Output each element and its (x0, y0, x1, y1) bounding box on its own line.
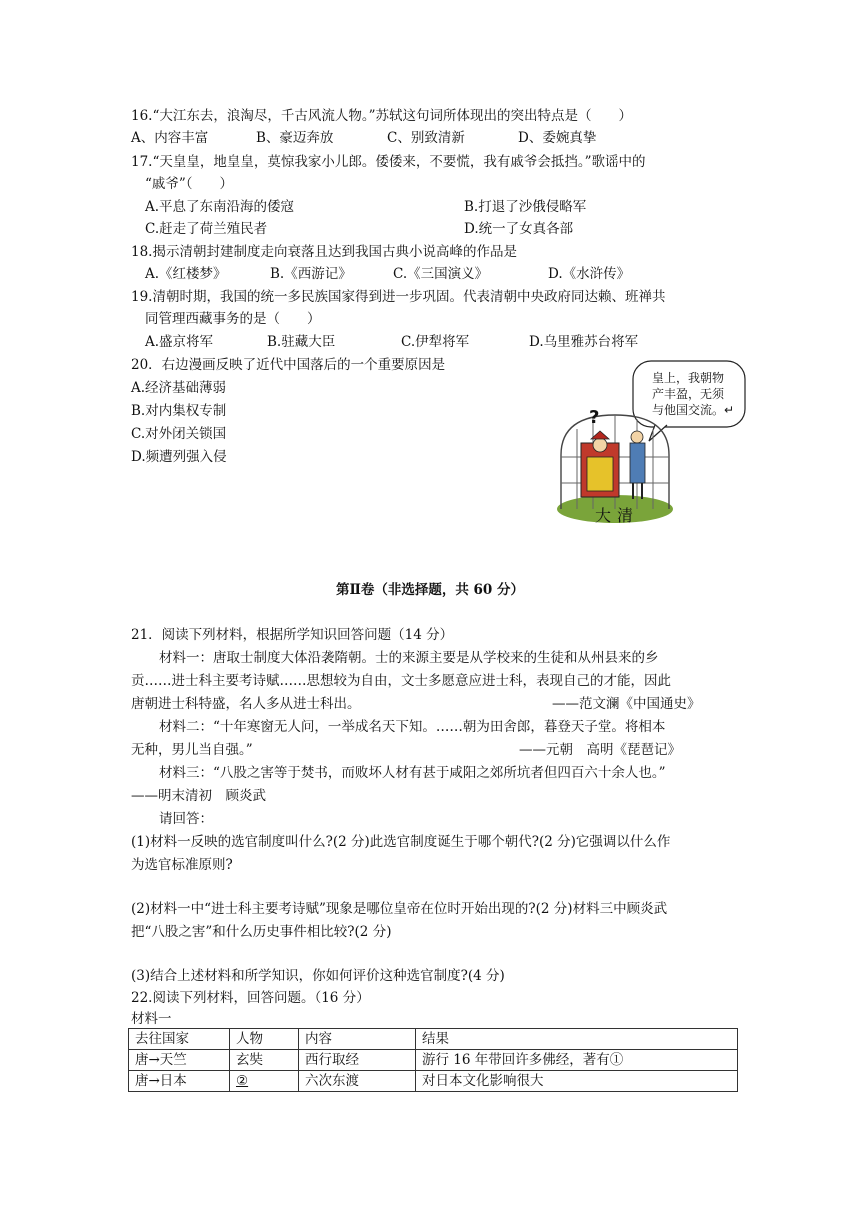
q17-option-d: D.统一了女真各部 (464, 221, 574, 237)
q21-material3-line2: ——明末清初 顾炎武 (131, 788, 266, 804)
q21-ask: 请回答： (159, 811, 213, 827)
q22-table (128, 1028, 738, 1092)
q21-material1-line2: 贡……进士科主要考诗赋……思想较为自由，文士多愿意应进士科，表现自己的才能，因此 (131, 673, 671, 689)
cartoon-label: 大清 (595, 506, 640, 525)
q18-option-a: A.《红楼梦》 (145, 266, 227, 282)
table-header-cell: 人物 (230, 1029, 299, 1050)
q21-stem: 21．阅读下列材料，根据所学知识回答问题（14 分） (131, 627, 454, 643)
cartoon-drawing (555, 357, 755, 532)
q21-part1-line1: (1)材料一反映的选官制度叫什么?(2 分)此选官制度诞生于哪个朝代?(2 分)它强调以什么作 (131, 834, 671, 850)
question-mark: ? (589, 407, 600, 428)
q21-material1-line1: 材料一：唐取士制度大体沿袭隋朝。士的来源主要是从学校来的生徒和从州县来的乡 (159, 650, 659, 666)
q20-stem: 20．右边漫画反映了近代中国落后的一个重要原因是 (131, 357, 446, 373)
q19-stem-1: 19.清朝时期，我国的统一多民族国家得到进一步巩固。代表清朝中央政府同达赖、班禅共 (131, 289, 666, 305)
table-header-cell: 内容 (299, 1029, 416, 1050)
q21-material2-line2: 无种，男儿当自强。” (131, 742, 253, 758)
q17-stem-2: “戚爷”（ ） (145, 176, 234, 192)
q20-option-c: C.对外闭关锁国 (131, 426, 227, 442)
q18-option-c: C.《三国演义》 (393, 266, 489, 282)
speech-line-3: 与他国交流。↵ (652, 403, 735, 417)
q16-option-b: B、豪迈奔放 (256, 130, 334, 146)
q20-option-a: A.经济基础薄弱 (131, 380, 227, 396)
q19-option-b: B.驻藏大臣 (267, 334, 336, 350)
q21-part2-line1: (2)材料一中“进士科主要考诗赋”现象是哪位皇帝在位时开始出现的?(2 分)材料三中顾炎武 (131, 901, 668, 917)
table-cell: 西行取经 (299, 1050, 416, 1071)
q21-material2-line1: 材料二：“十年寒窗无人问，一举成名天下知。……朝为田舍郎，暮登天子堂。将相本 (159, 719, 666, 735)
table-cell: 玄奘 (230, 1050, 299, 1071)
q21-part3: (3)结合上述材料和所学知识，你如何评价这种选官制度?(4 分) (131, 968, 505, 984)
q16-option-c: C、别致清新 (387, 130, 465, 146)
q16-option-a: A、内容丰富 (131, 130, 209, 146)
table-cell: 游行 16 年带回许多佛经，著有① (416, 1050, 738, 1071)
q17-option-b: B.打退了沙俄侵略军 (464, 199, 587, 215)
table-cell: 六次东渡 (299, 1071, 416, 1092)
q16-option-d: D、委婉真挚 (518, 130, 597, 146)
q18-stem: 18.揭示清朝封建制度走向衰落且达到我国古典小说高峰的作品是 (131, 244, 517, 260)
q20-cartoon (555, 357, 755, 532)
table-header-row (129, 1029, 738, 1050)
q21-material2-source: ——元朝 高明《琵琶记》 (519, 742, 681, 758)
section2-title: 第Ⅱ卷（非选择题，共 60 分） (335, 582, 525, 598)
table-header-cell: 去往国家 (129, 1029, 230, 1050)
q19-option-c: C.伊犁将军 (401, 334, 470, 350)
q17-option-c: C.赶走了荷兰殖民者 (145, 221, 268, 237)
q19-option-a: A.盛京将军 (145, 334, 214, 350)
q18-option-b: B.《西游记》 (270, 266, 352, 282)
q19-option-d: D.乌里雅苏台将军 (529, 334, 639, 350)
table-header-cell: 结果 (416, 1029, 738, 1050)
table-cell: ② (230, 1071, 299, 1092)
q17-option-a: A.平息了东南沿海的倭寇 (145, 199, 295, 215)
q21-material1-line3: 唐朝进士科特盛，名人多从进士科出。 (131, 696, 361, 712)
q20-option-d: D.频遭列强入侵 (131, 449, 227, 465)
q17-stem-1: 17.“天皇皇，地皇皇，莫惊我家小儿郎。倭倭来，不要慌，我有戚爷会抵挡。”歌谣中的 (131, 154, 646, 170)
q22-stem: 22.阅读下列材料，回答问题。（16 分） (131, 990, 370, 1006)
q20-option-b: B.对内集权专制 (131, 403, 227, 419)
q21-part1-line2: 为选官标准原则? (131, 857, 233, 873)
q21-material3-line1: 材料三：“八股之害等于焚书，而败坏人材有甚于咸阳之郊所坑者但四百六十余人也。” (159, 765, 666, 781)
table-cell: 唐→天竺 (129, 1050, 230, 1071)
table-cell: 唐→日本 (129, 1071, 230, 1092)
q22-material1-label: 材料一 (131, 1011, 172, 1027)
speech-line-2: 产丰盈，无须 (652, 387, 725, 401)
q21-part2-line2: 把“八股之害”和什么历史事件相比较?(2 分) (131, 924, 392, 940)
speech-line-1: 皇上，我朝物 (652, 371, 725, 385)
q21-material1-source: ——范文澜《中国通史》 (552, 696, 701, 712)
table-row (129, 1071, 738, 1092)
q16-stem: 16.“大江东去，浪淘尽，千古风流人物。”苏轼这句词所体现出的突出特点是（ ） (131, 108, 633, 124)
q18-option-d: D.《水浒传》 (548, 266, 631, 282)
table-row (129, 1050, 738, 1071)
q19-stem-2: 同管理西藏事务的是（ ） (145, 311, 321, 327)
table-cell: 对日本文化影响很大 (416, 1071, 738, 1092)
